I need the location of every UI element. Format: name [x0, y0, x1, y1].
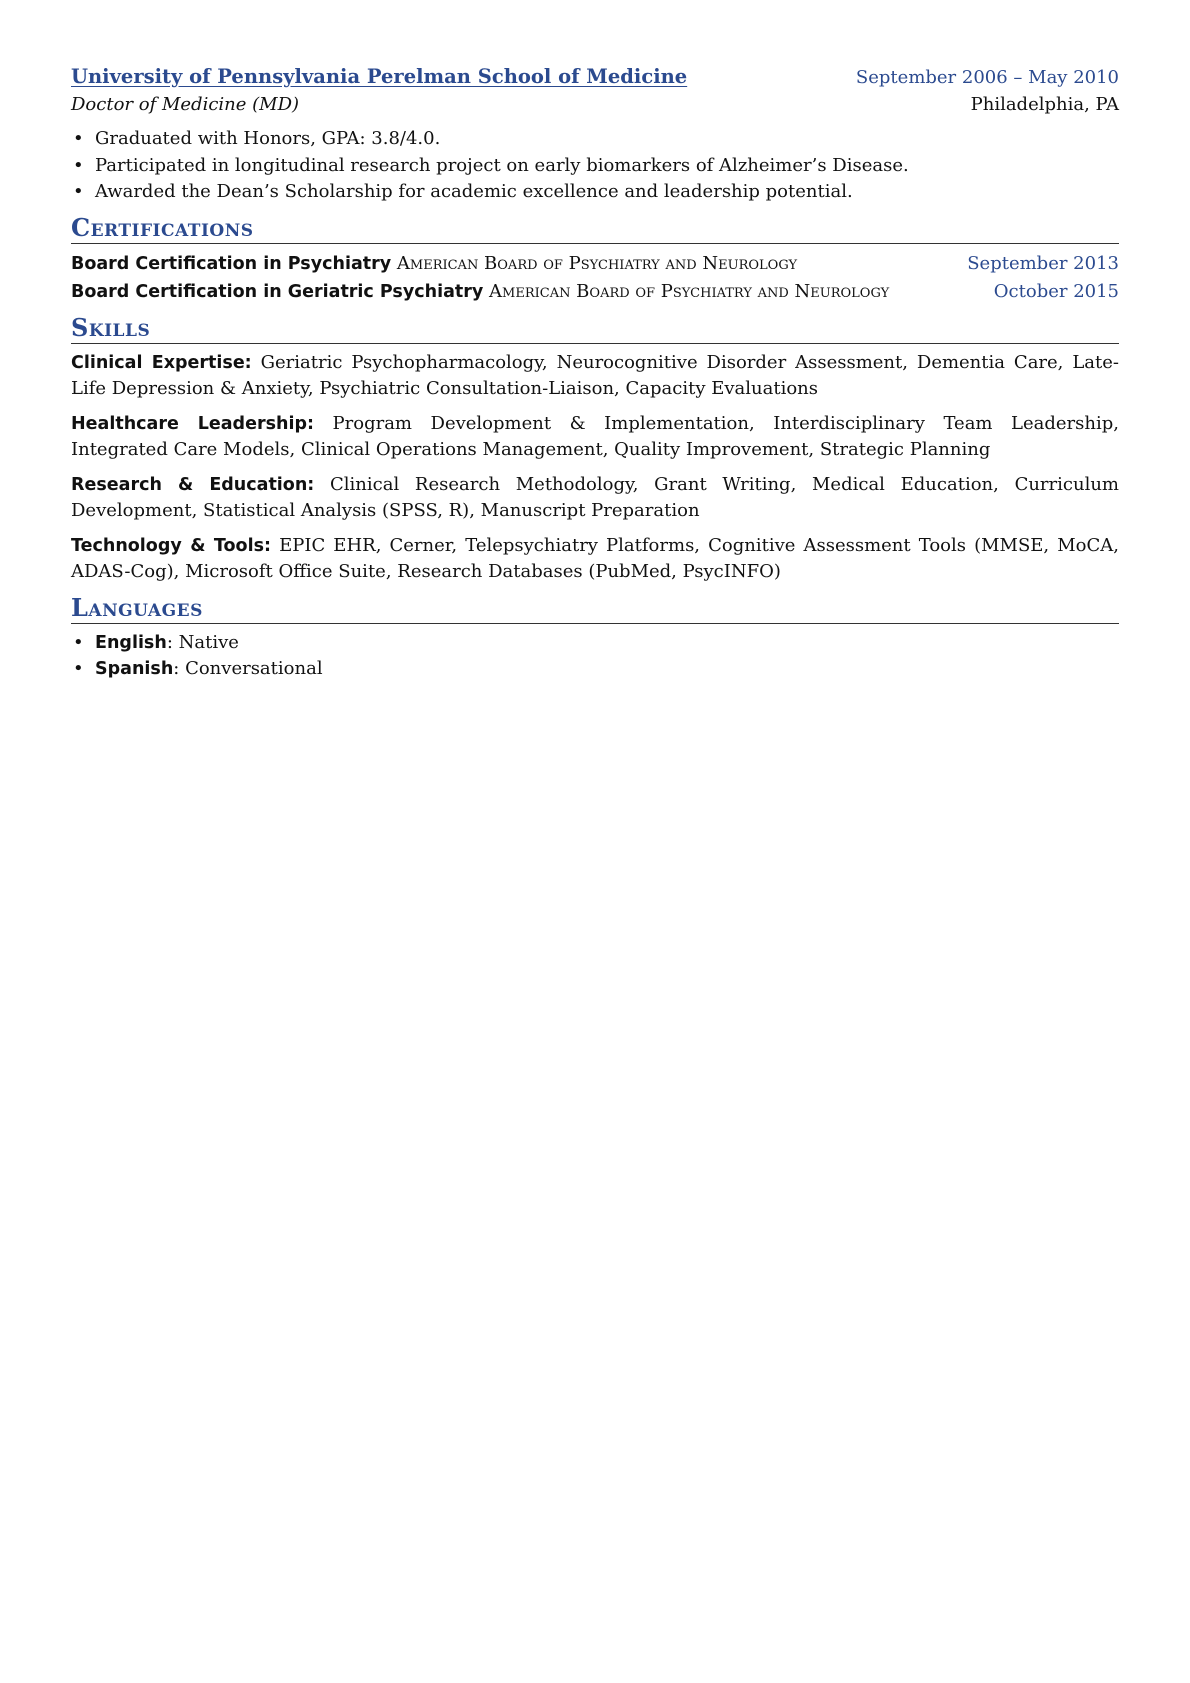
language-name: Spanish	[95, 659, 174, 679]
certification-left	[71, 278, 889, 306]
certification-issuer: American Board of Psychiatry and Neurology	[396, 252, 798, 274]
resume-content	[71, 0, 1119, 683]
language-item	[95, 656, 1119, 683]
language-item	[95, 630, 1119, 657]
skills-list	[71, 350, 1119, 585]
skill-group-label: Research & Education:	[71, 474, 315, 495]
education-location: Philadelphia, PA	[970, 94, 1119, 115]
education-bullet: • Participated in longitudinal research project on early biomarkers of Alzheimer’s Disease.	[95, 153, 1119, 180]
certification-name: Board Certification in Psychiatry	[71, 253, 392, 274]
skill-group-label: Technology & Tools:	[71, 535, 271, 556]
education-bullet: • Graduated with Honors, GPA: 3.8/4.0.	[95, 126, 1119, 153]
skill-group	[71, 533, 1119, 585]
certifications-list	[71, 250, 1119, 306]
education-subheader	[71, 92, 1119, 120]
education-entry	[71, 64, 1119, 206]
education-header	[71, 64, 1119, 92]
skill-group	[71, 411, 1119, 463]
education-bullets	[71, 126, 1119, 206]
certifications-heading: Certifications	[71, 214, 1119, 244]
certification-row	[71, 278, 1119, 306]
language-level: : Conversational	[173, 658, 323, 679]
certification-row	[71, 250, 1119, 278]
certification-date: October 2015	[993, 280, 1119, 302]
skill-group-text: EPIC EHR, Cerner, Telepsychiatry Platforms, Cognitive Assessment Tools (MMSE, MoCA, ADAS-Cog), Microsoft Office Suite, Research Databases (PubMed, PsycINFO)	[71, 534, 1119, 582]
skill-group-text: Program Development & Implementation, Interdisciplinary Team Leadership, Integrated Care Models, Clinical Operations Management, Quality Improvement, Strategic Planning	[71, 412, 1119, 460]
certification-left	[71, 250, 797, 278]
languages-list	[71, 630, 1119, 683]
skill-group	[71, 472, 1119, 524]
skill-group-text: Geriatric Psychopharmacology, Neurocognitive Disorder Assessment, Dementia Care, Late-Life Depression & Anxiety, Psychiatric Consultation-Liaison, Capacity Evaluations	[71, 351, 1119, 399]
certification-issuer: American Board of Psychiatry and Neurology	[489, 280, 890, 302]
skill-group-label: Healthcare Leadership:	[71, 413, 314, 434]
languages-heading: Languages	[71, 594, 1119, 624]
education-degree: Doctor of Medicine (MD)	[71, 94, 300, 115]
skill-group-text: Clinical Research Methodology, Grant Writing, Medical Education, Curriculum Development, Statistical Analysis (SPSS, R), Manuscript Preparation	[71, 473, 1119, 521]
education-dates: September 2006 – May 2010	[855, 67, 1119, 88]
education-school-link[interactable]: University of Pennsylvania Perelman School of Medicine	[71, 65, 688, 88]
certification-date: September 2013	[967, 252, 1119, 274]
skill-group	[71, 350, 1119, 402]
skill-group-label: Clinical Expertise:	[71, 352, 252, 373]
language-name: English	[95, 632, 167, 653]
language-level: : Native	[166, 631, 239, 653]
education-bullet: • Awarded the Dean’s Scholarship for academic excellence and leadership potential.	[95, 179, 1119, 206]
certification-name: Board Certification in Geriatric Psychiatry	[71, 281, 484, 302]
skills-heading: Skills	[71, 314, 1119, 344]
